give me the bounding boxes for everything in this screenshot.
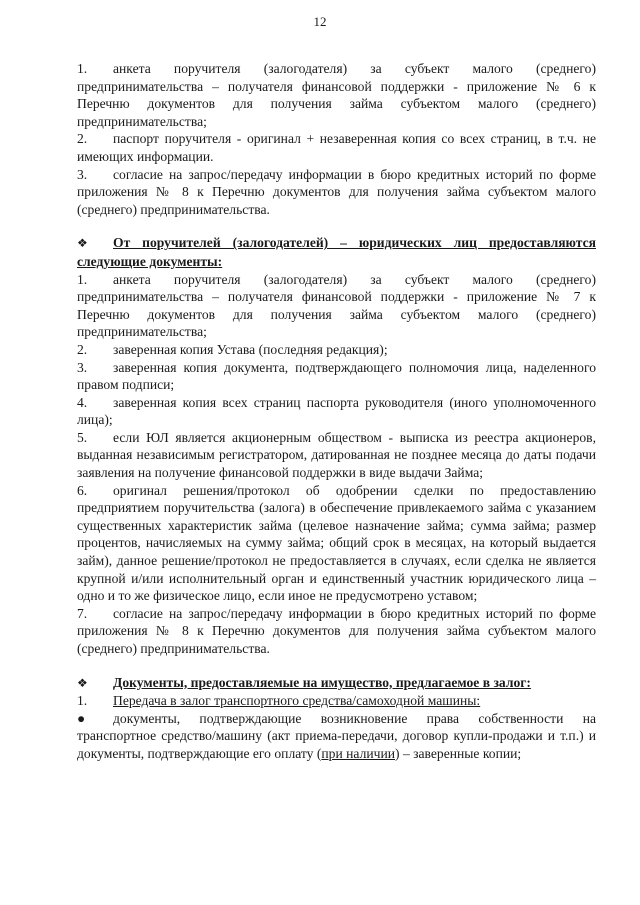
list-item-number: 7. <box>77 605 88 621</box>
list-item-number: 3. <box>77 166 88 182</box>
list-item-number: 3. <box>77 359 88 375</box>
bullet-text-after: ) – заверенные копии; <box>395 745 522 761</box>
heading-legal-entities <box>77 234 596 270</box>
list-item-text: заверенная копия Устава (последняя редакция); <box>113 341 388 357</box>
list-item-number: 6. <box>77 482 88 498</box>
list-item-text: анкета поручителя (залогодателя) за субъект малого (среднего) предпринимательства – получателя финансовой поддержки - приложение № 6 к Перечню документов для получения займа субъектом малого (среднего) предпринимательства; <box>77 61 596 129</box>
list-item <box>77 166 596 219</box>
list-item-text: анкета поручителя (залогодателя) за субъект малого (среднего) предпринимательства – получателя финансовой поддержки - приложение № 7 к Перечню документов для получения займа субъектом малого (среднего) предпринимательства; <box>77 271 596 340</box>
section-individual-guarantor-list <box>77 60 596 218</box>
list-item-text: согласие на запрос/передачу информации в бюро кредитных историй по форме приложения № 8 к Перечню документов для получения займа субъектом малого (среднего) предпринимательства. <box>77 605 596 656</box>
list-item <box>77 60 596 130</box>
list-item <box>77 359 596 394</box>
list-item-text: если ЮЛ является акционерным обществом - выписка из реестра акционеров, выданная независимым регистратором, датированная не позднее месяца до даты подачи заявления на получение финансовой поддержки в виде выдачи Займа; <box>77 429 596 481</box>
list-item-text: заверенная копия документа, подтверждающего полномочия лица, наделенного правом подписи; <box>77 359 596 393</box>
list-item-text: согласие на запрос/передачу информации в бюро кредитных историй по форме приложения № 8 к Перечню документов для получения займа субъектом малого (среднего) предпринимательства. <box>77 166 596 217</box>
list-item-number: 1. <box>77 271 88 287</box>
list-item <box>77 605 596 658</box>
heading-collateral-property-text: Документы, предоставляемые на имущество, предлагаемое в залог: <box>113 674 531 690</box>
list-item-text: заверенная копия всех страниц паспорта руководителя (иного уполномоченного лица); <box>77 394 596 428</box>
list-item-number: 2. <box>77 341 88 357</box>
bullet-icon: ● <box>77 710 86 726</box>
document-body <box>77 60 596 763</box>
subsection-title: Передача в залог транспортного средства/самоходной машины: <box>113 693 481 709</box>
list-item-text: паспорт поручителя - оригинал + незаверенная копия со всех страниц, в т.ч. не имеющих информации. <box>77 131 596 164</box>
list-item-number: 1. <box>77 61 88 76</box>
list-item <box>77 341 596 359</box>
diamond-bullet-icon: ❖ <box>77 236 88 251</box>
list-item <box>77 394 596 429</box>
list-item-number: 5. <box>77 429 88 445</box>
bullet-item-ownership-docs <box>77 710 596 763</box>
list-item-number: 2. <box>77 131 88 147</box>
list-item <box>77 429 596 482</box>
heading-collateral-property <box>77 674 596 693</box>
section-legal-guarantor-list <box>77 271 596 658</box>
page-number: 12 <box>313 14 327 29</box>
bullet-text-underlined: при наличии <box>321 745 396 761</box>
subsection-vehicle <box>77 692 596 710</box>
list-item <box>77 271 596 341</box>
bullet-text-before: документы, подтверждающие возникновение права собственности на транспортное средство/машину (акт приема-передачи, договор купли-продажи и т.п.) и документы, подтверждающие его оплату ( <box>77 710 596 761</box>
heading-legal-entities-text: От поручителей (залогодателей) – юридических лиц предоставляются следующие документы: <box>77 235 596 269</box>
list-item <box>77 482 596 605</box>
subsection-number: 1. <box>77 693 88 709</box>
list-item <box>77 130 596 165</box>
list-item-text: оригинал решения/протокол об одобрении сделки по предоставлению предприятием поручительства (залога) в обеспечение привлекаемого займа с указанием существенных характеристик займа (целевое назначение займа; сумма займа; размер процентов, начисляемых на сумму займа; общий срок в месяцах, на который выдается займ), данное решение/протокол не предоставляется в случаях, если сделка не является крупной и/или исполнительный орган и единственный участник юридического лица – одно и то же физическое лицо, если иное не предусмотрено уставом; <box>77 482 596 604</box>
list-item-number: 4. <box>77 394 88 410</box>
diamond-bullet-icon: ❖ <box>77 675 88 690</box>
